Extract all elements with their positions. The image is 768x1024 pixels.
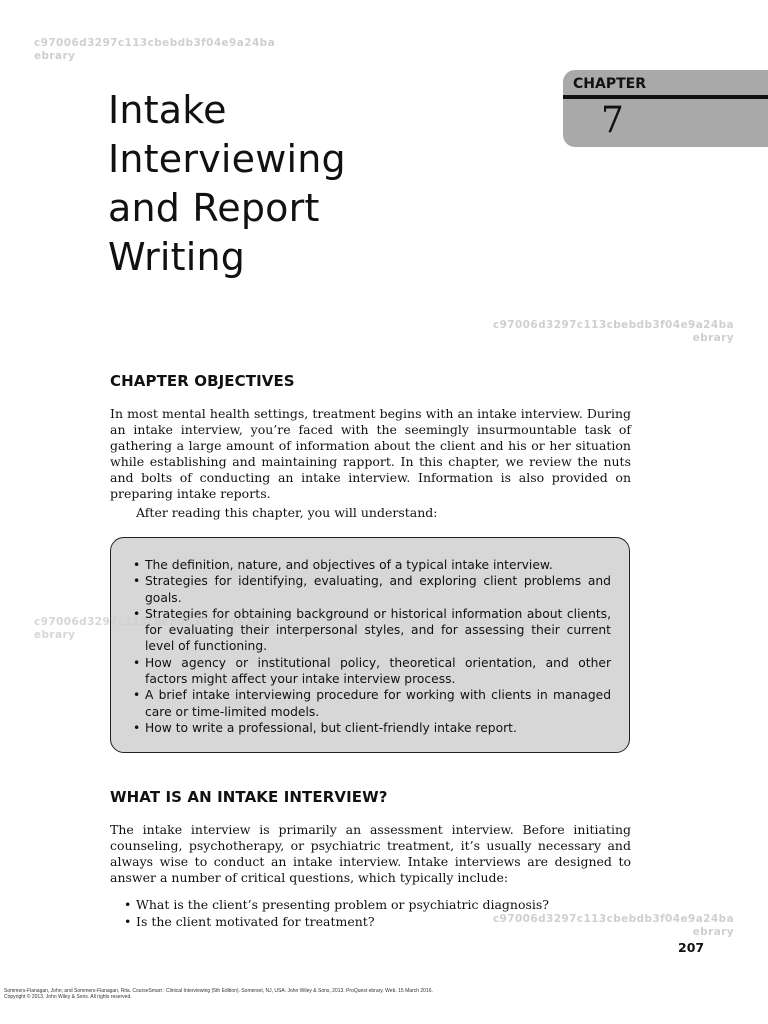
chapter-title-line: and Report <box>108 186 320 230</box>
citation-line: Copyright © 2013. John Wiley & Sons. All rights reserved. <box>4 994 132 1000</box>
citation-footer <box>4 988 704 1000</box>
objective-item: • Strategies for obtaining background or historical information about clients, for evaluating their interpersonal styles, and for assessing their current level of functioning. <box>133 606 611 655</box>
chapter-rule <box>563 95 768 99</box>
chapter-title-line: Writing <box>108 235 246 279</box>
citation-line: Sommers-Flanagan, John; and Sommers-Flanagan, Rita. CourseSmart : Clinical Interviewing (5th Edition). Somerset, NJ, USA: John Wiley & Sons, 2013. ProQuest ebrary. Web. 15 March 2016. <box>4 988 433 994</box>
question-item: • What is the client’s presenting problem or psychiatric diagnosis? <box>124 897 624 914</box>
chapter-title <box>108 86 448 282</box>
watermark-code: c97006d3297c113cbebdb3f04e9a24ba <box>492 319 734 331</box>
objective-item: • How agency or institutional policy, theoretical orientation, and other factors might affect your intake interview process. <box>133 655 611 688</box>
watermark-code: c97006d3297c113cbebdb3f04e9a24ba <box>34 616 276 628</box>
objective-item: • Strategies for identifying, evaluating, and exploring client problems and goals. <box>133 573 611 606</box>
watermark-code: c97006d3297c113cbebdb3f04e9a24ba <box>492 913 734 925</box>
chapter-label: CHAPTER <box>573 76 646 92</box>
page-number: 207 <box>678 940 705 955</box>
watermark-middle-left <box>34 616 275 642</box>
section-heading: WHAT IS AN INTAKE INTERVIEW? <box>110 788 388 806</box>
chapter-tab <box>563 70 768 147</box>
objectives-box <box>110 537 630 753</box>
question-list <box>124 897 624 930</box>
objectives-intro: In most mental health settings, treatment begins with an intake interview. During an intake interview, you’re faced with the seemingly insurmountable task of gathering a large amount of information about the client and his or her situation while establishing and maintaining rapport. In this chapter, we review the nuts and bolts of conducting an intake interview. Information is also provided on preparing intake reports. <box>110 406 631 501</box>
objectives-heading: CHAPTER OBJECTIVES <box>110 372 295 390</box>
objective-item: • The definition, nature, and objectives of a typical intake interview. <box>133 557 611 573</box>
watermark-label: ebrary <box>34 50 76 62</box>
objectives-list <box>133 557 611 736</box>
objective-item: • A brief intake interviewing procedure for working with clients in managed care or time-limited models. <box>133 687 611 720</box>
chapter-number: 7 <box>601 100 624 141</box>
objectives-lead: After reading this chapter, you will understand: <box>136 505 438 520</box>
watermark-top-left <box>34 37 275 63</box>
section-body: The intake interview is primarily an assessment interview. Before initiating counseling, psychotherapy, or psychiatric treatment, it’s usually necessary and always wise to conduct an intake interview. Intake interviews are designed to answer a number of critical questions, which typically include: <box>110 822 631 885</box>
question-item: • Is the client motivated for treatment? <box>124 914 624 931</box>
objective-item: • How to write a professional, but client-friendly intake report. <box>133 720 611 736</box>
watermark-middle-right <box>493 319 734 345</box>
chapter-title-line: Intake <box>108 88 227 132</box>
watermark-label: ebrary <box>692 332 734 344</box>
watermark-label: ebrary <box>34 629 76 641</box>
watermark-code: c97006d3297c113cbebdb3f04e9a24ba <box>34 37 276 49</box>
chapter-title-line: Interviewing <box>108 137 346 181</box>
watermark-label: ebrary <box>692 926 734 938</box>
